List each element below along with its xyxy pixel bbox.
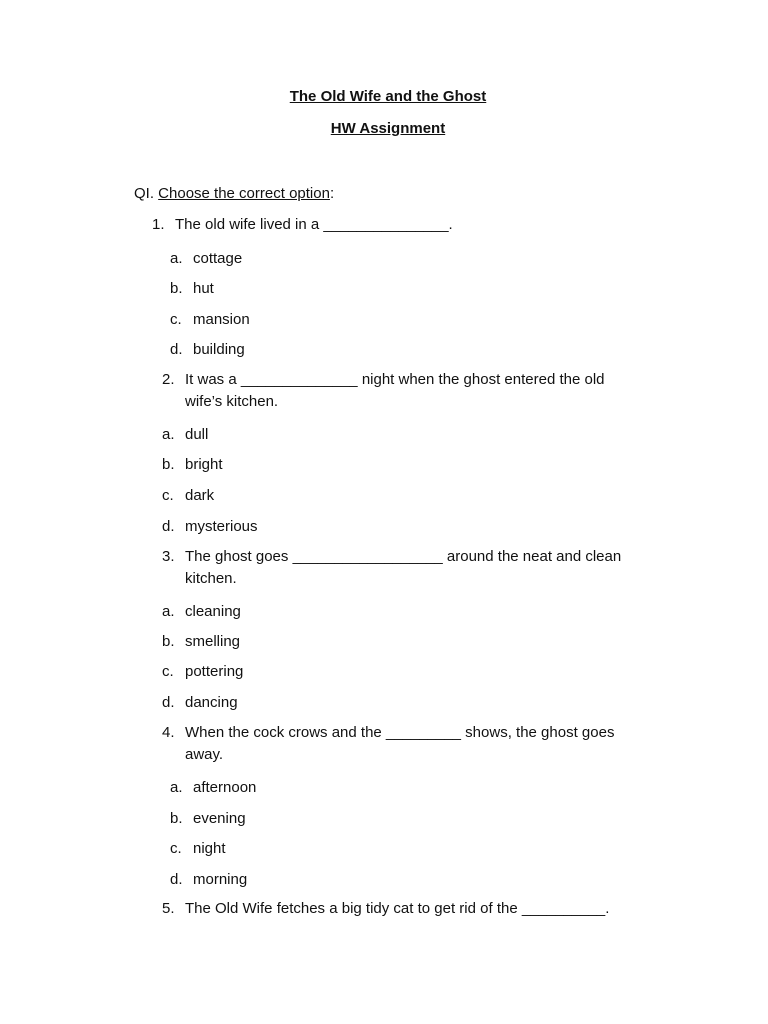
option-letter: b. (162, 633, 175, 650)
option-letter: a. (170, 250, 183, 267)
option-text: morning (193, 871, 248, 888)
question-number: 2. (162, 371, 175, 388)
option-text: dull (185, 426, 209, 443)
page-title: The Old Wife and the Ghost (289, 88, 487, 105)
option-text: hut (193, 280, 214, 297)
option-letter: a. (162, 603, 175, 620)
option-letter: a. (170, 779, 183, 796)
option-letter: a. (162, 426, 175, 443)
option-letter: d. (170, 871, 183, 888)
question-text-line-2: kitchen. (185, 570, 237, 587)
option-letter: d. (162, 694, 175, 711)
option-letter: b. (170, 280, 183, 297)
option-text: bright (185, 456, 223, 473)
option-letter: d. (162, 518, 175, 535)
option-letter: c. (162, 663, 174, 680)
question-text: The old wife lived in a _______________. (175, 216, 453, 233)
section-heading (134, 185, 334, 202)
question-text-line-1: When the cock crows and the _________ shows, the ghost goes (185, 724, 615, 741)
option-text: pottering (185, 663, 244, 680)
option-text: evening (193, 810, 246, 827)
option-text: mansion (193, 311, 250, 328)
option-text: dark (185, 487, 215, 504)
option-text: cleaning (185, 603, 241, 620)
option-text: night (193, 840, 226, 857)
question-number: 5. (162, 900, 175, 917)
question-text-line-1: It was a ______________ night when the ghost entered the old (185, 371, 605, 388)
question-text-line-2: wife’s kitchen. (185, 393, 279, 410)
option-text: cottage (193, 250, 243, 267)
question-text-line-2: away. (185, 746, 224, 763)
option-letter: d. (170, 341, 183, 358)
option-letter: c. (162, 487, 174, 504)
question-number: 1. (152, 216, 165, 233)
option-letter: c. (170, 311, 182, 328)
option-text: dancing (185, 694, 238, 711)
option-letter: b. (162, 456, 175, 473)
page-subtitle: HW Assignment (330, 120, 446, 137)
option-text: building (193, 341, 245, 358)
question-number: 3. (162, 548, 175, 565)
section-label: Choose the correct option (158, 185, 330, 202)
section-suffix: : (329, 185, 335, 202)
question-text: The Old Wife fetches a big tidy cat to get rid of the __________. (185, 900, 610, 917)
option-letter: c. (170, 840, 182, 857)
section-prefix: QI. (134, 185, 159, 202)
option-text: mysterious (185, 518, 258, 535)
question-text-line-1: The ghost goes __________________ around the neat and clean (185, 548, 622, 565)
option-text: afternoon (193, 779, 257, 796)
question-number: 4. (162, 724, 175, 741)
option-letter: b. (170, 810, 183, 827)
option-text: smelling (185, 633, 241, 650)
